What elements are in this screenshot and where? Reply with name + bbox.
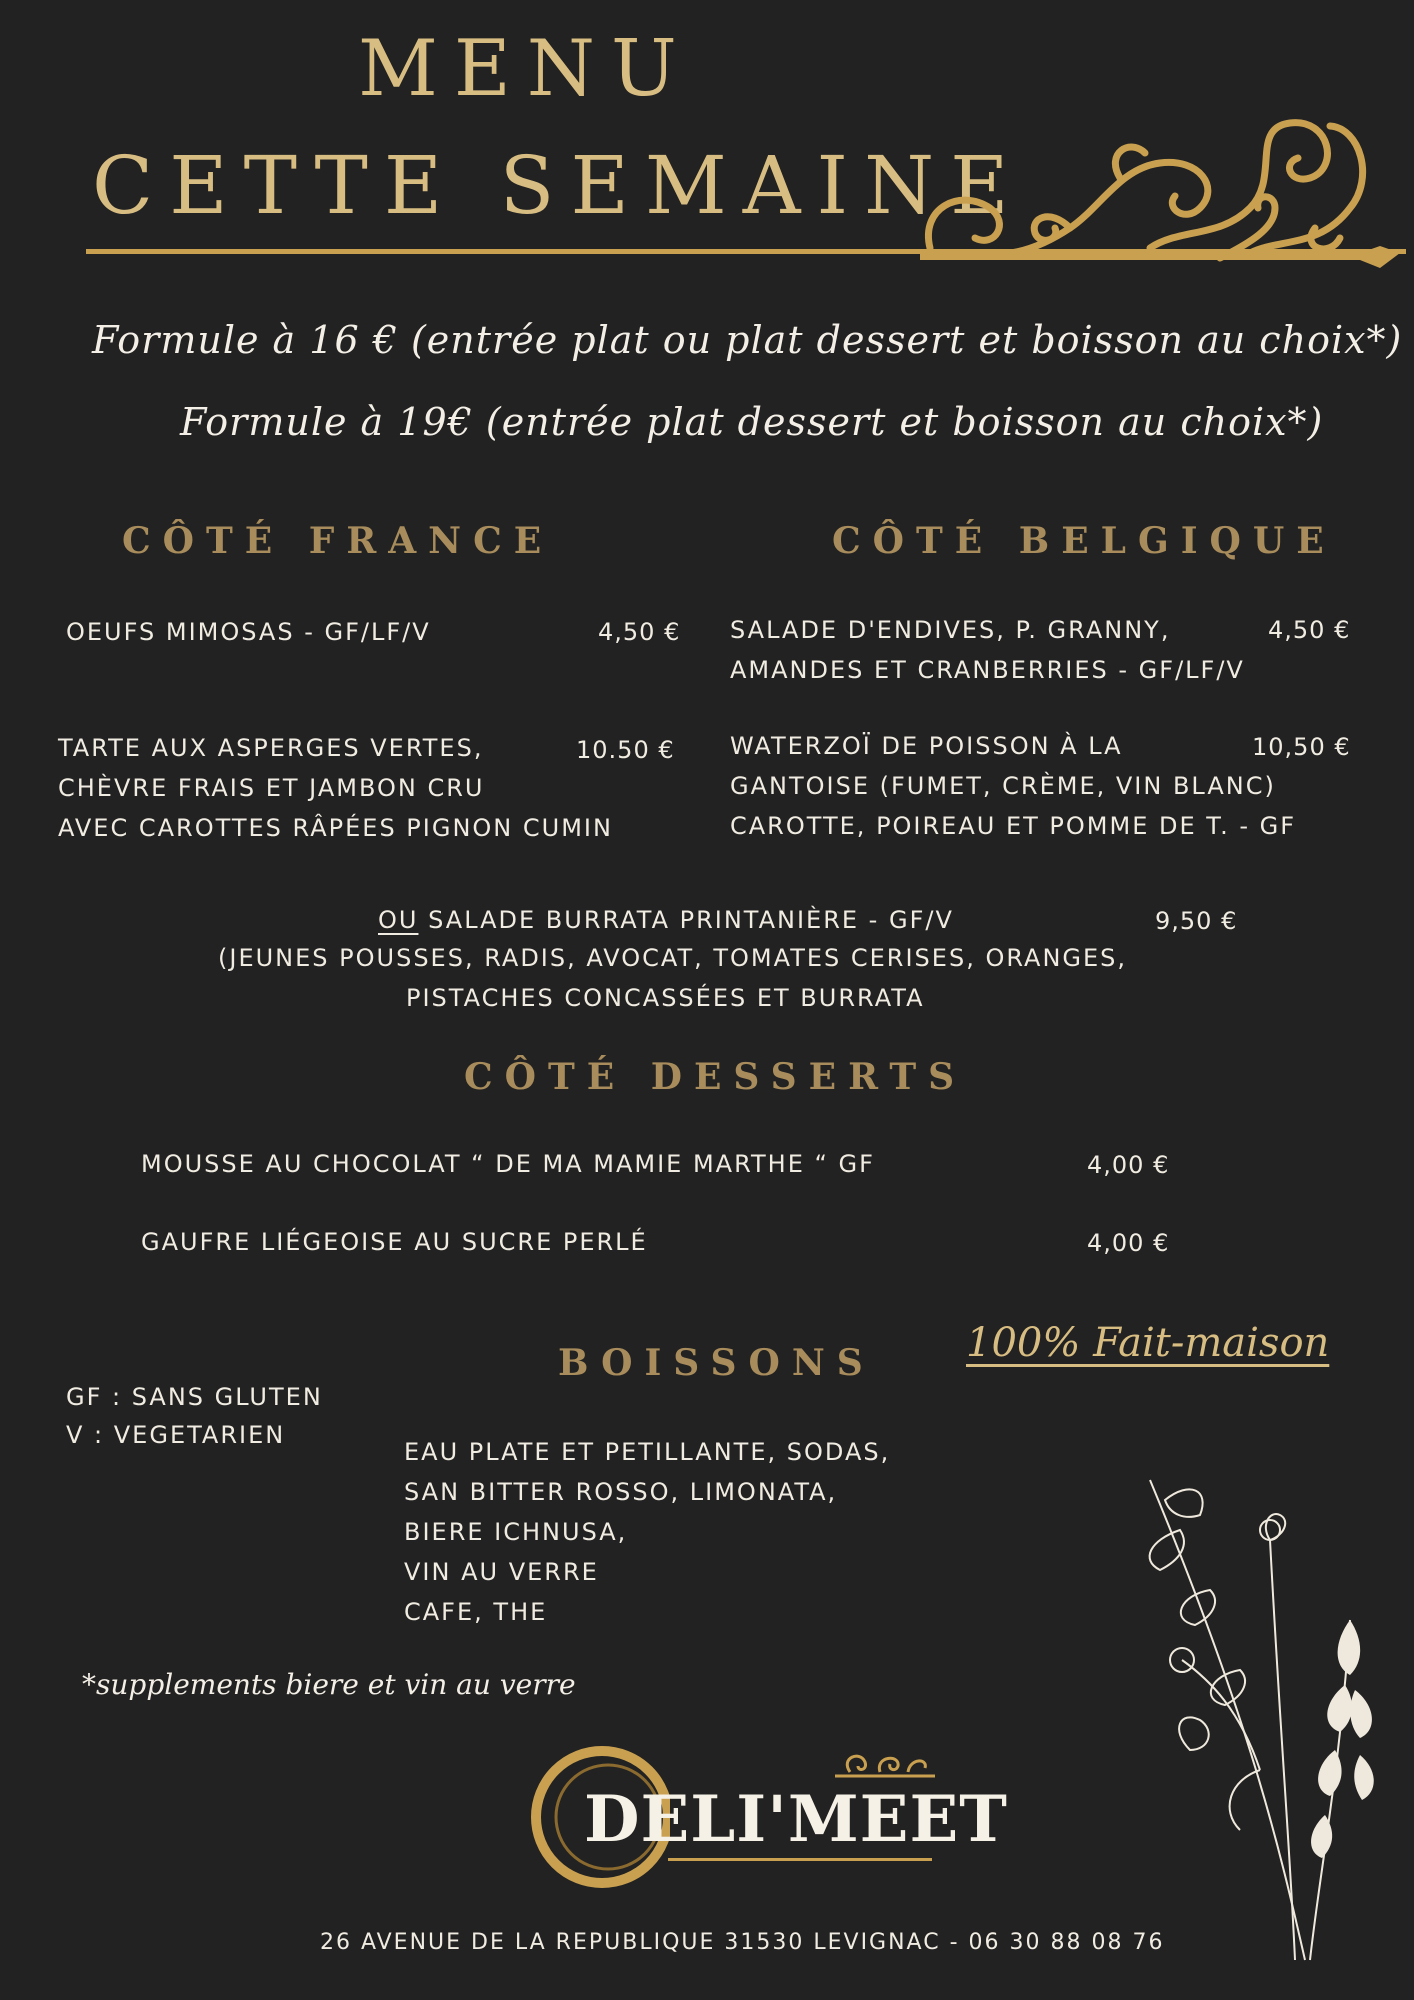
burrata-price: 9,50 € xyxy=(1155,907,1238,935)
belgique-item-2-line: WATERZOÏ DE POISSON À LA xyxy=(730,732,1123,760)
belgique-item-1-line: SALADE D'ENDIVES, P. GRANNY, xyxy=(730,616,1171,644)
dessert-item-1-price: 4,00 € xyxy=(1087,1151,1170,1179)
dessert-item-2: GAUFRE LIÉGEOISE AU SUCRE PERLÉ xyxy=(141,1228,648,1256)
burrata-name: SALADE BURRATA PRINTANIÈRE - GF/V xyxy=(418,906,954,934)
belgique-item-1-price: 4,50 € xyxy=(1268,616,1351,644)
belgique-item-2 xyxy=(730,726,1296,846)
boissons-list xyxy=(404,1432,890,1632)
logo-ornament-icon xyxy=(830,1748,940,1782)
france-item-2-price: 10.50 € xyxy=(576,736,675,764)
legend-v: V : VEGETARIEN xyxy=(66,1421,286,1449)
logo-text: DELI'MEET xyxy=(584,1782,1008,1857)
fait-maison-label: 100% Fait-maison xyxy=(966,1320,1330,1366)
dessert-item-1: MOUSSE AU CHOCOLAT “ DE MA MAMIE MARTHE “ GF xyxy=(141,1150,875,1178)
header-divider xyxy=(86,249,1406,254)
burrata-line-3: PISTACHES CONCASSÉES ET BURRATA xyxy=(406,984,925,1012)
section-title-boissons: BOISSONS xyxy=(558,1342,875,1384)
diet-legend xyxy=(66,1378,323,1454)
dessert-item-2-price: 4,00 € xyxy=(1087,1229,1170,1257)
menu-title: MENU xyxy=(358,24,693,114)
boisson-line: SAN BITTER ROSSO, LIMONATA, xyxy=(404,1478,838,1506)
france-item-2-line: AVEC CAROTTES RÂPÉES PIGNON CUMIN xyxy=(58,814,613,842)
section-title-belgique: CÔTÉ BELGIQUE xyxy=(832,520,1336,562)
formula-19: Formule à 19€ (entrée plat dessert et boisson au choix*) xyxy=(180,400,1324,444)
belgique-item-1 xyxy=(730,610,1245,690)
burrata-line-2: (JEUNES POUSSES, RADIS, AVOCAT, TOMATES CERISES, ORANGES, xyxy=(218,944,1128,972)
boisson-line: BIERE ICHNUSA, xyxy=(404,1518,628,1546)
section-title-france: CÔTÉ FRANCE xyxy=(122,520,554,562)
france-item-1-price: 4,50 € xyxy=(598,618,681,646)
logo-underline xyxy=(668,1858,932,1861)
belgique-item-1-line: AMANDES ET CRANBERRIES - GF/LF/V xyxy=(730,656,1245,684)
section-title-desserts: CÔTÉ DESSERTS xyxy=(464,1056,967,1098)
boisson-line: CAFE, THE xyxy=(404,1598,548,1626)
belgique-item-2-line: GANTOISE (FUMET, CRÈME, VIN BLANC) xyxy=(730,772,1276,800)
legend-gf: GF : SANS GLUTEN xyxy=(66,1383,323,1411)
france-item-2-line: TARTE AUX ASPERGES VERTES, xyxy=(58,734,484,762)
boisson-line: EAU PLATE ET PETILLANTE, SODAS, xyxy=(404,1438,891,1466)
supplements-note: *supplements biere et vin au verre xyxy=(82,1668,576,1701)
burrata-line-1 xyxy=(378,900,954,940)
week-title: CETTE SEMAINE xyxy=(92,139,1025,232)
france-item-2 xyxy=(58,728,613,848)
france-item-2-line: CHÈVRE FRAIS ET JAMBON CRU xyxy=(58,774,485,802)
formula-16: Formule à 16 € (entrée plat ou plat dessert et boisson au choix*) xyxy=(92,318,1403,362)
belgique-item-2-price: 10,50 € xyxy=(1252,733,1351,761)
ou-label: OU xyxy=(378,906,419,934)
footer-address: 26 AVENUE DE LA REPUBLIQUE 31530 LEVIGNAC - 06 30 88 08 76 xyxy=(320,1930,1165,1955)
boisson-line: VIN AU VERRE xyxy=(404,1558,599,1586)
france-item-1-line: OEUFS MIMOSAS - GF/LF/V xyxy=(66,618,431,646)
belgique-item-2-line: CAROTTE, POIREAU ET POMME DE T. - GF xyxy=(730,812,1297,840)
floral-branch-icon xyxy=(1120,1470,1380,1970)
